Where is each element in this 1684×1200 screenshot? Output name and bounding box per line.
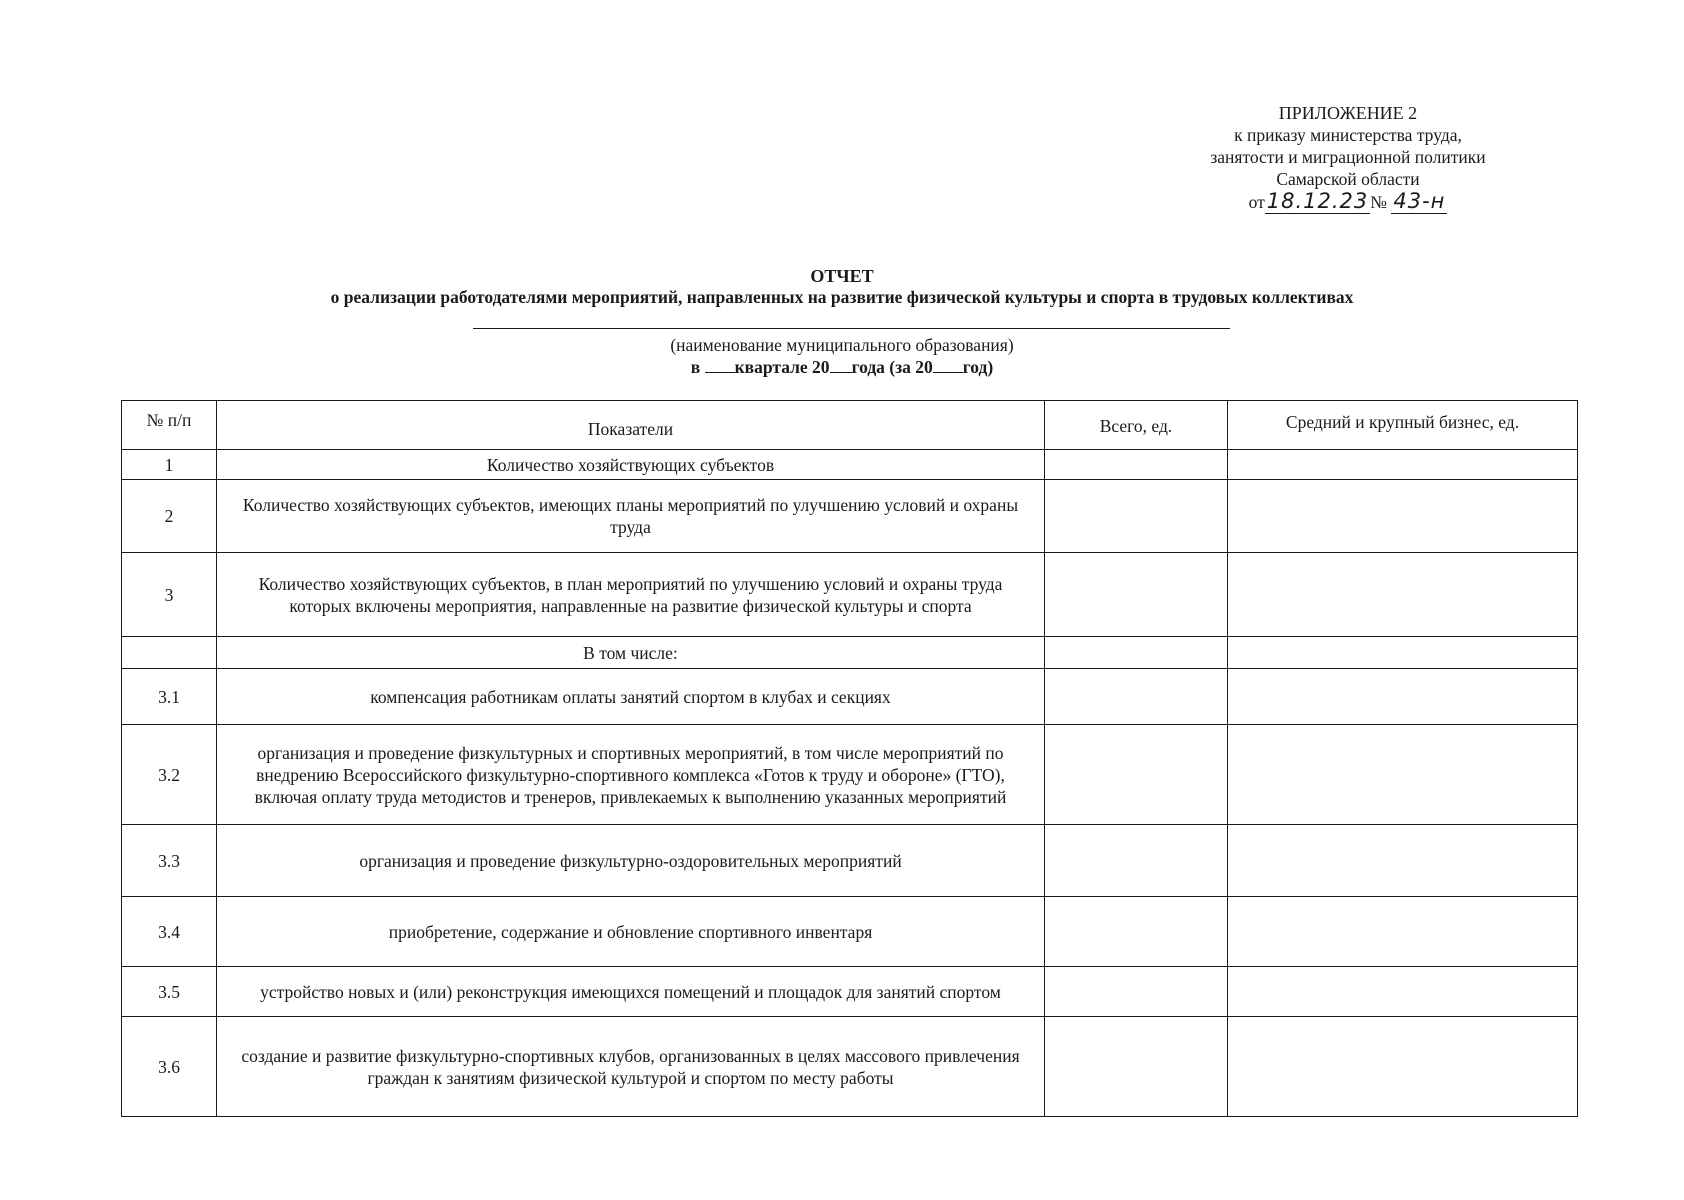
row-number: 3.4 [122, 897, 217, 967]
row-indicator: Количество хозяйствующих субъектов, имеющих планы мероприятий по улучшению условий и охраны труда [217, 480, 1045, 553]
row-number: 3 [122, 553, 217, 637]
annex-date-line [1178, 190, 1518, 213]
row-total-cell[interactable] [1045, 480, 1228, 553]
row-number: 1 [122, 450, 217, 480]
row-indicator: В том числе: [217, 637, 1045, 669]
handwritten-number: 43-н [1393, 189, 1446, 213]
row-business-cell[interactable] [1228, 450, 1578, 480]
header-business: Средний и крупный бизнес, ед. [1228, 401, 1578, 450]
row-indicator: устройство новых и (или) реконструкция имеющихся помещений и площадок для занятий спортом [217, 967, 1045, 1017]
date-prefix: от [1248, 192, 1265, 212]
row-total-cell[interactable] [1045, 725, 1228, 825]
row-total-cell[interactable] [1045, 967, 1228, 1017]
row-number: 3.2 [122, 725, 217, 825]
row-total-cell[interactable] [1045, 553, 1228, 637]
table-row [122, 967, 1578, 1017]
municipality-blank-line [473, 328, 1230, 329]
annex-line-3: занятости и миграционной политики [1210, 147, 1486, 167]
row-business-cell[interactable] [1228, 897, 1578, 967]
table-row [122, 553, 1578, 637]
table-row [122, 450, 1578, 480]
row-number [122, 637, 217, 669]
row-number: 3.1 [122, 669, 217, 725]
handwritten-date: 18.12.23 [1266, 189, 1369, 213]
row-indicator: компенсация работникам оплаты занятий спортом в клубах и секциях [217, 669, 1045, 725]
period-part-4: год) [962, 357, 994, 377]
row-number: 2 [122, 480, 217, 553]
table-row [122, 637, 1578, 669]
row-indicator: приобретение, содержание и обновление спортивного инвентаря [217, 897, 1045, 967]
row-number: 3.3 [122, 825, 217, 897]
period-part-1: в [690, 357, 701, 377]
row-business-cell[interactable] [1228, 725, 1578, 825]
municipality-caption: (наименование муниципального образования) [670, 335, 1014, 355]
period-part-3: года (за 20 [851, 357, 933, 377]
row-business-cell[interactable] [1228, 637, 1578, 669]
row-indicator: создание и развитие физкультурно-спортивных клубов, организованных в целях массового привлечения граждан к занятиям физической культурой и спортом по месту работы [217, 1017, 1045, 1117]
row-business-cell[interactable] [1228, 553, 1578, 637]
row-number: 3.5 [122, 967, 217, 1017]
row-total-cell[interactable] [1045, 825, 1228, 897]
reporting-period [0, 357, 1684, 378]
period-part-2: квартале 20 [734, 357, 830, 377]
table-row [122, 480, 1578, 553]
table-row [122, 1017, 1578, 1117]
annex-block [1178, 102, 1518, 213]
annex-title: ПРИЛОЖЕНИЕ 2 [1278, 103, 1418, 123]
number-prefix: № [1370, 192, 1387, 212]
row-total-cell[interactable] [1045, 669, 1228, 725]
header-total: Всего, ед. [1045, 401, 1228, 450]
row-business-cell[interactable] [1228, 1017, 1578, 1117]
row-business-cell[interactable] [1228, 825, 1578, 897]
annex-line-2: к приказу министерства труда, [1234, 125, 1462, 145]
table-row [122, 897, 1578, 967]
table-row [122, 669, 1578, 725]
row-indicator: организация и проведение физкультурных и спортивных мероприятий, в том числе мероприятий по внедрению Всероссийского физкультурно-спортивного комплекса «Готов к труду и обороне» (ГТО), включая оплату труда методистов и тренеров, привлекаемых к выполнению указанных мероприятий [217, 725, 1045, 825]
row-indicator: Количество хозяйствующих субъектов, в план мероприятий по улучшению условий и охраны труда которых включены мероприятия, направленные на развитие физической культуры и спорта [217, 553, 1045, 637]
year-blank [830, 357, 852, 373]
header-number: № п/п [122, 401, 217, 450]
table-header-row [122, 401, 1578, 450]
table-row [122, 725, 1578, 825]
report-table [121, 400, 1578, 1117]
row-total-cell[interactable] [1045, 1017, 1228, 1117]
quarter-blank [705, 357, 735, 373]
header-indicator: Показатели [217, 401, 1045, 450]
row-indicator: организация и проведение физкультурно-оздоровительных мероприятий [217, 825, 1045, 897]
row-business-cell[interactable] [1228, 669, 1578, 725]
year-total-blank [933, 357, 963, 373]
table-row [122, 825, 1578, 897]
row-number: 3.6 [122, 1017, 217, 1117]
row-indicator: Количество хозяйствующих субъектов [217, 450, 1045, 480]
row-total-cell[interactable] [1045, 637, 1228, 669]
report-title: ОТЧЕТ [810, 266, 874, 286]
row-total-cell[interactable] [1045, 897, 1228, 967]
row-business-cell[interactable] [1228, 967, 1578, 1017]
row-business-cell[interactable] [1228, 480, 1578, 553]
report-subtitle: о реализации работодателями мероприятий, направленных на развитие физической культуры и спорта в трудовых коллективах [330, 287, 1354, 307]
row-total-cell[interactable] [1045, 450, 1228, 480]
annex-line-4: Самарской области [1276, 169, 1420, 189]
